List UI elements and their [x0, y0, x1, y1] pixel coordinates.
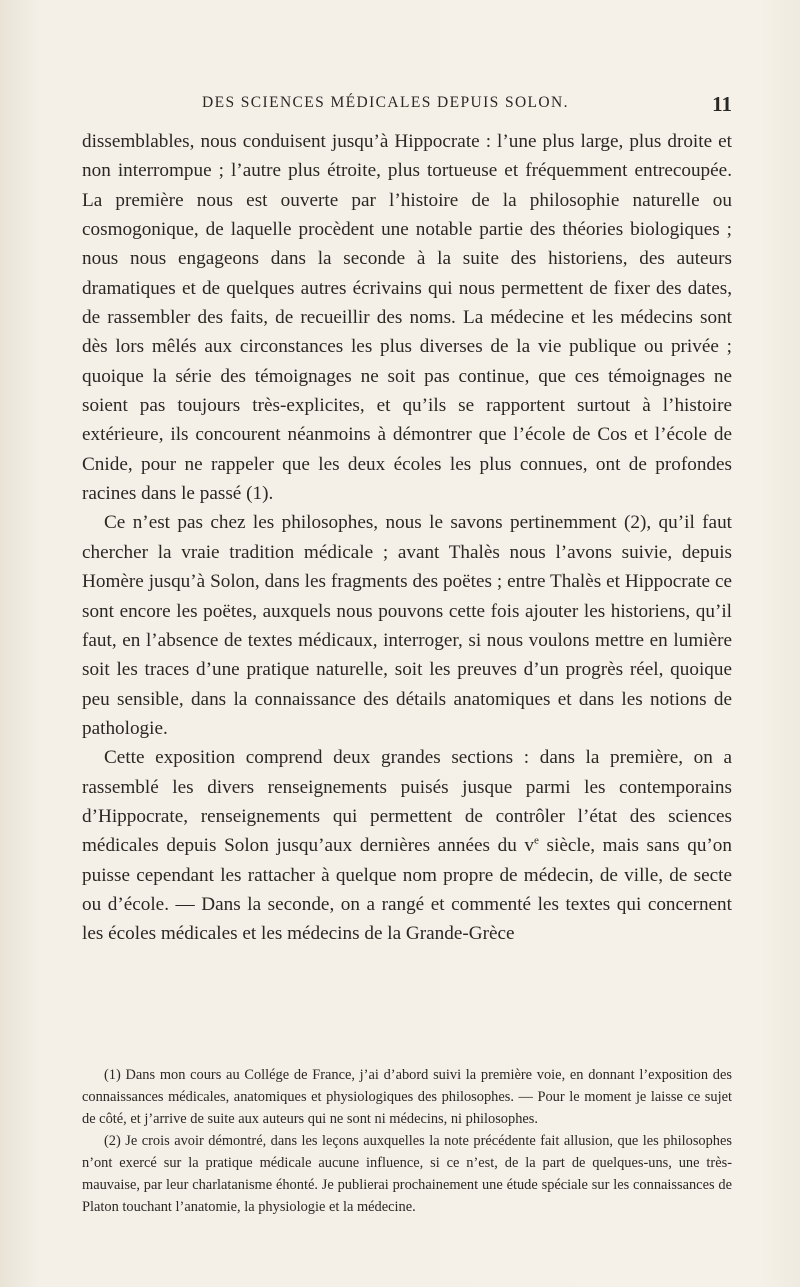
footnote-2: (2) Je crois avoir démontré, dans les leçons auxquelles la note précédente fait allusion, que les philosophes n’ont exercé sur la pratique médicale aucune influence, si ce n’est, de la part de quelques-uns, une très-mauvaise, par leur charlatanisme éhonté. Je publierai prochainement une étude spéciale sur les connaissances de Platon touchant l’anatomie, la physiologie et la médecine.	[82, 1133, 732, 1215]
paragraph-text: Cette exposition comprend deux grandes sections : dans la première, on a rassemblé les divers renseignements puisés jusque parmi les contemporains d’Hippocrate, renseignements qui permettent de contrôler l’état des sciences médicales depuis Solon jusqu’aux dernières années du v	[82, 747, 732, 857]
page-number: 11	[712, 92, 732, 116]
running-title: DES SCIENCES MÉDICALES DEPUIS SOLON.	[202, 94, 569, 111]
paragraph: Ce n’est pas chez les philosophes, nous le savons pertinemment (2), qu’il faut chercher la vraie tradition médicale ; avant Thalès nous l’avons suivie, depuis Homère jusqu’à Solon, dans les fragments des poëtes ; entre Thalès et Hippocrate ce sont encore les poëtes, auxquels nous pouvons cette fois ajouter les historiens, qu’il faut, en l’absence de textes médicaux, interroger, si nous voulons mettre en lumière soit les traces d’une pratique naturelle, soit les preuves d’un progrès réel, quoique peu sensible, dans la connaissance des détails anatomiques et dans les notions de pathologie.	[82, 512, 732, 739]
footnote-1: (1) Dans mon cours au Collége de France, j’ai d’abord suivi la première voie, en donnant l’exposition des connaissances médicales, anatomiques et physiologiques des philosophes. — Pour le moment je laisse ce sujet de côté, et j’arrive de suite aux auteurs qui ne sont ni médecins, ni philosophes.	[82, 1067, 732, 1127]
paragraph	[82, 743, 732, 948]
footnotes	[82, 1064, 732, 1218]
superscript: e	[534, 834, 539, 847]
page-header	[82, 94, 732, 120]
main-text	[82, 127, 732, 949]
paragraph-text: siècle, mais sans qu’on puisse cependant les rattacher à quelque nom propre de médecin, de ville, de secte ou d’école. — Dans la seconde, on a rangé et commenté les textes qui concernent les écoles médicales et les médecins de la Grande-Grèce	[82, 835, 732, 945]
paragraph: dissemblables, nous conduisent jusqu’à Hippocrate : l’une plus large, plus droite et non interrompue ; l’autre plus étroite, plus tortueuse et fréquemment entrecoupée. La première nous est ouverte par l’histoire de la philosophie naturelle ou cosmogonique, de laquelle procèdent une notable partie des théories biologiques ; nous nous engageons dans la seconde à la suite des historiens, des auteurs dramatiques et de quelques autres écrivains qui nous permettent de fixer des dates, de rassembler des faits, de recueillir des noms. La médecine et les médecins sont dès lors mêlés aux circonstances les plus diverses de la vie publique ou privée ; quoique la série des témoignages ne soit pas continue, que ces témoignages ne soient pas toujours très-explicites, et qu’ils se rapportent surtout à l’histoire extérieure, ils concourent néanmoins à démontrer que l’école de Cos et l’école de Cnide, pour ne rappeler que les deux écoles les plus connues, ont de profondes racines dans le passé (1).	[82, 131, 732, 505]
